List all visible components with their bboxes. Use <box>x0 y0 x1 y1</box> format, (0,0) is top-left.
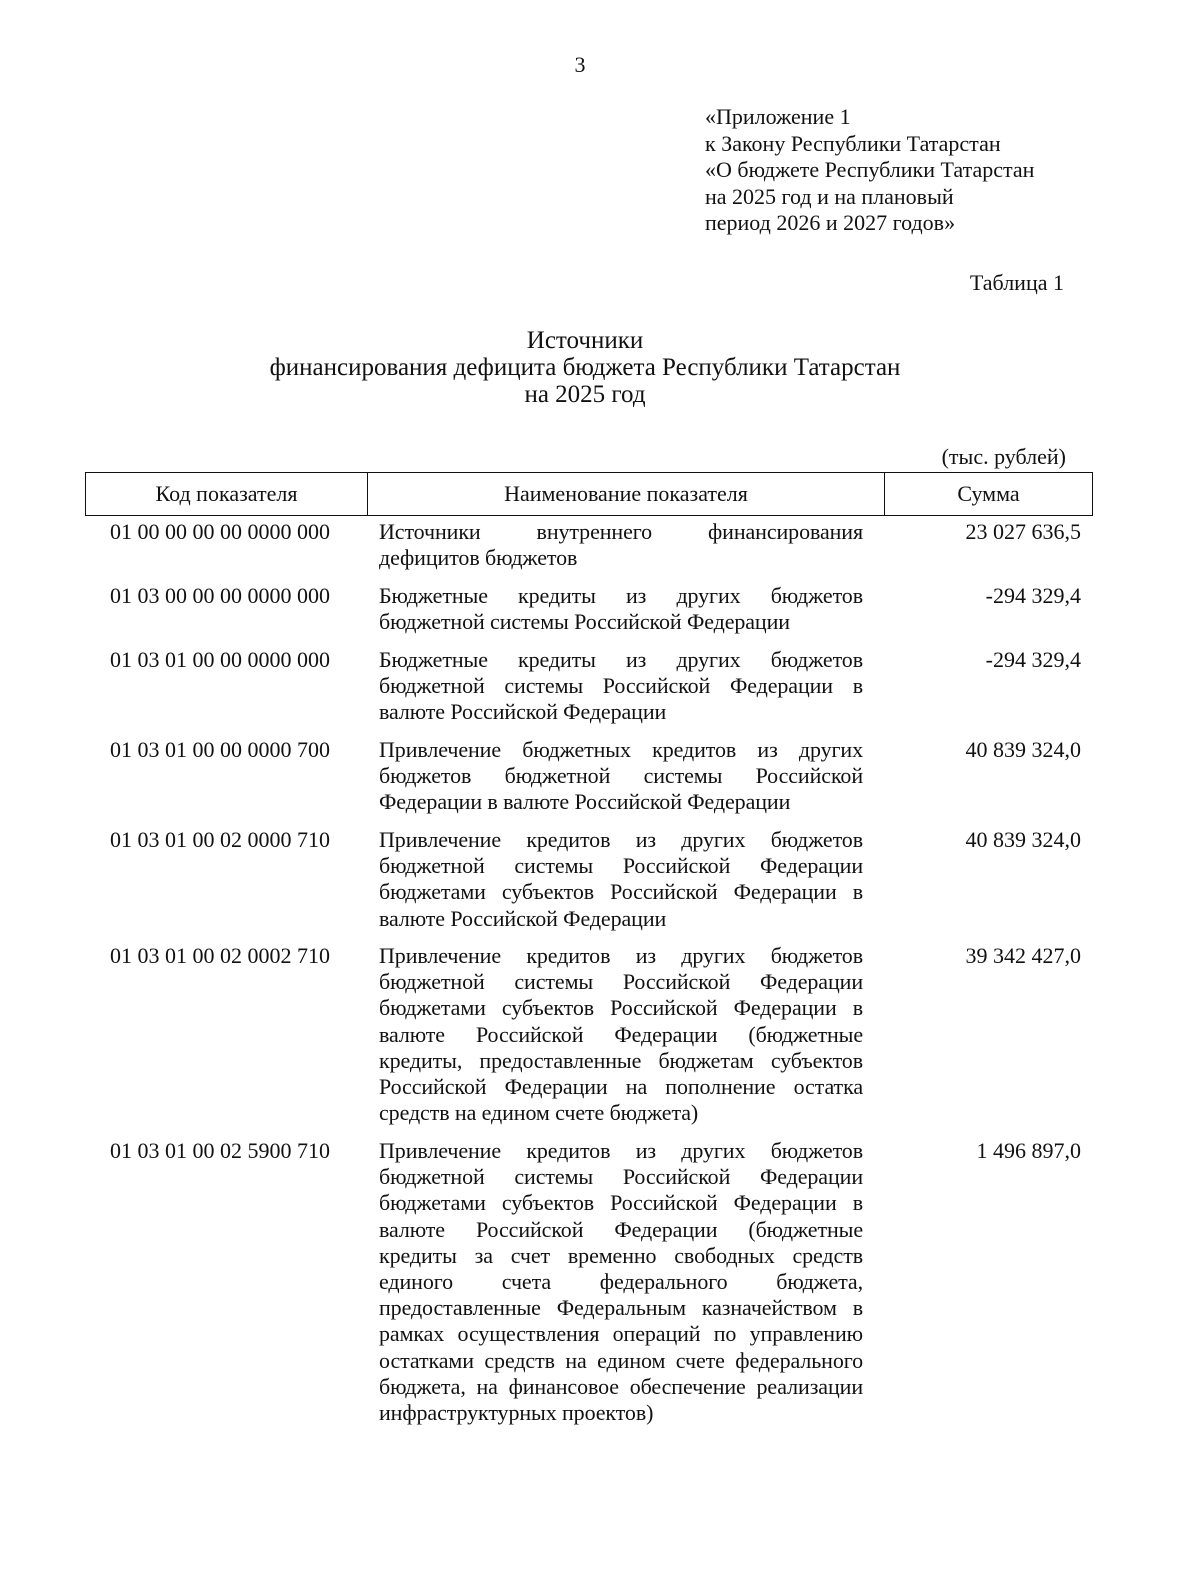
row-sum: 40 839 324,0 <box>965 827 1081 852</box>
row-name: Привлечение кредитов из других бюджетов бюджетной системы Российской Федерации бюджетами субъектов Российской Федерации в валюте Российской Федерации (бюджетные кредиты за счет временно свободных средств единого счета федерального бюджета, предоставленные Федеральным казначейством в рамках осуществления операций по управлению остатками средств на едином счете федерального бюджета, на финансовое обеспечение реализации инфраструктурных проектов) <box>379 1138 863 1426</box>
row-name: Привлечение бюджетных кредитов из других бюджетов бюджетной системы Российской Федерации в валюте Российской Федерации <box>379 737 863 815</box>
title-line: финансирования дефицита бюджета Республики Татарстан <box>269 354 901 381</box>
header-code: Код показателя <box>86 473 368 515</box>
row-name: Бюджетные кредиты из других бюджетов бюджетной системы Российской Федерации в валюте Российской Федерации <box>379 647 863 725</box>
row-sum: 39 342 427,0 <box>965 943 1081 968</box>
row-code: 01 03 01 00 02 0002 710 <box>110 943 330 968</box>
header-sum: Сумма <box>957 481 1020 506</box>
row-sum: -294 329,4 <box>985 647 1081 672</box>
appendix-line: «О бюджете Республики Татарстан <box>705 157 1035 182</box>
row-code: 01 03 01 00 02 0000 710 <box>110 827 330 852</box>
row-name: Привлечение кредитов из других бюджетов бюджетной системы Российской Федерации бюджетами субъектов Российской Федерации в валюте Российской Федерации <box>379 827 863 931</box>
row-sum: 1 496 897,0 <box>976 1138 1081 1163</box>
table-body <box>85 519 1093 1458</box>
appendix-line: «Приложение 1 <box>705 104 851 129</box>
table-row <box>85 519 1093 583</box>
table-row <box>85 737 1093 827</box>
row-sum: 40 839 324,0 <box>965 737 1081 762</box>
row-code: 01 00 00 00 00 0000 000 <box>110 519 330 544</box>
table-label: Таблица 1 <box>969 270 1064 295</box>
row-name: Привлечение кредитов из других бюджетов бюджетной системы Российской Федерации бюджетами субъектов Российской Федерации в валюте Российской Федерации (бюджетные кредиты, предоставленные бюджетам субъектов Российской Федерации на пополнение остатка средств на едином счете бюджета) <box>379 943 863 1126</box>
page-number: 3 <box>574 52 586 77</box>
title-line: на 2025 год <box>524 381 646 408</box>
table-row <box>85 583 1093 647</box>
row-code: 01 03 01 00 00 0000 700 <box>110 737 330 762</box>
document-title <box>0 327 1170 408</box>
table-header <box>85 472 1093 516</box>
row-sum: 23 027 636,5 <box>965 519 1081 544</box>
appendix-line: к Закону Республики Татарстан <box>705 130 1001 156</box>
table-row <box>85 1138 1093 1458</box>
table-row <box>85 943 1093 1138</box>
row-name: Бюджетные кредиты из других бюджетов бюджетной системы Российской Федерации <box>379 583 863 635</box>
row-code: 01 03 01 00 00 0000 000 <box>110 647 330 672</box>
appendix-line: период 2026 и 2027 годов» <box>705 210 956 235</box>
table-row <box>85 647 1093 737</box>
row-name: Источники внутреннего финансирования дефицитов бюджетов <box>379 519 863 571</box>
row-sum: -294 329,4 <box>985 583 1081 608</box>
appendix-line: на 2025 год и на плановый <box>705 183 954 209</box>
title-line: Источники <box>526 327 644 354</box>
row-code: 01 03 00 00 00 0000 000 <box>110 583 330 608</box>
row-code: 01 03 01 00 02 5900 710 <box>110 1138 330 1163</box>
units-label: (тыс. рублей) <box>941 444 1066 469</box>
table-row <box>85 827 1093 943</box>
header-name: Наименование показателя <box>368 473 885 515</box>
appendix-reference <box>705 104 1034 237</box>
